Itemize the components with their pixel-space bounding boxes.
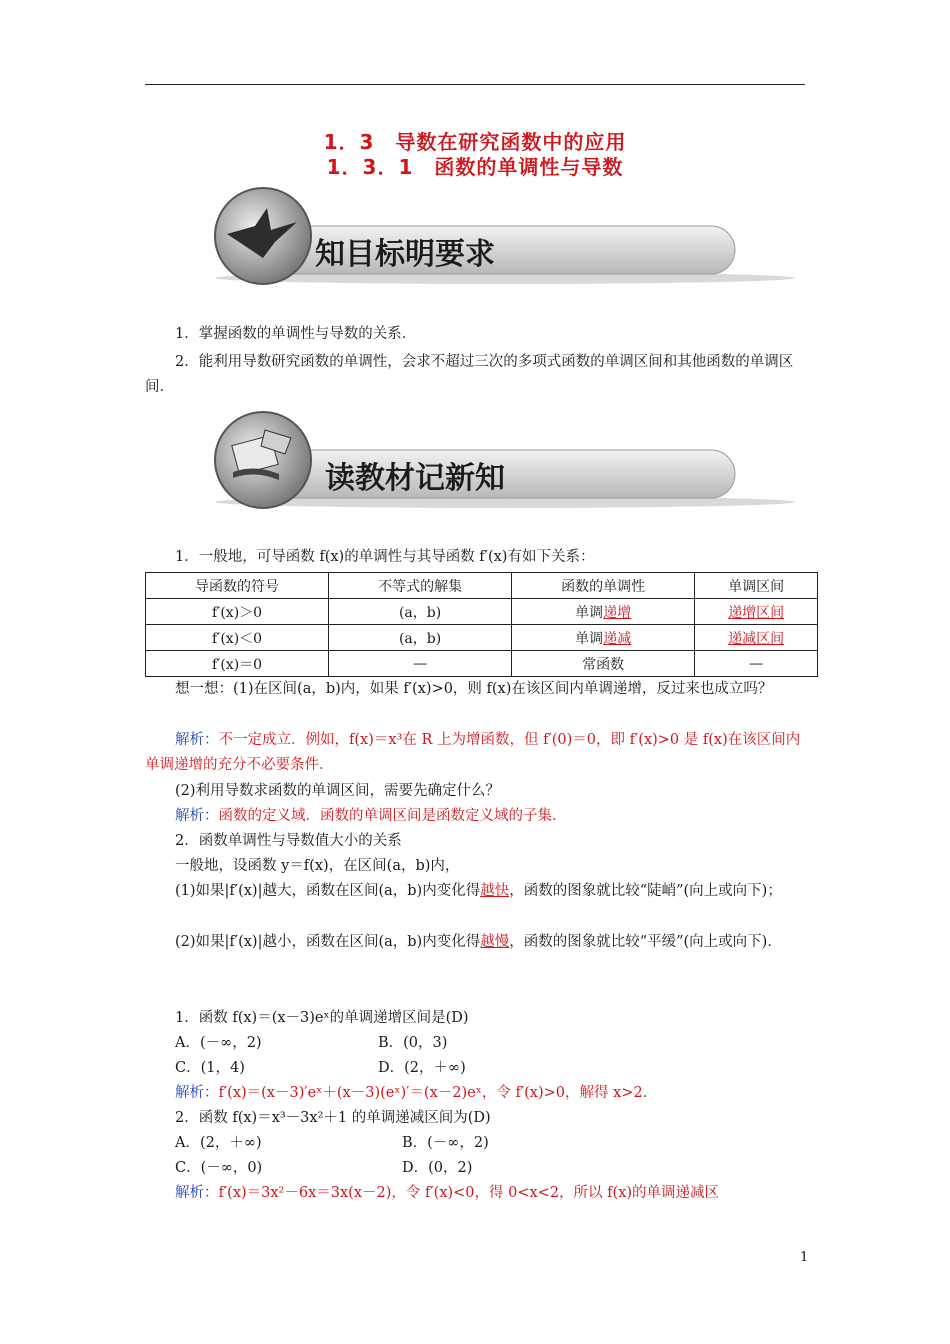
question-1-option: D．(2，＋∞) xyxy=(378,1060,466,1076)
think-question-2: (2)利用导数求函数的单调区间，需要先确定什么？ xyxy=(175,783,501,799)
blank-answer: 越快 xyxy=(480,883,510,899)
table-cell: — xyxy=(695,651,818,677)
banner-goals xyxy=(205,186,795,286)
blank-answer: 递减 xyxy=(603,630,632,647)
table-cell: — xyxy=(329,651,512,677)
table-cell: f′(x)＜0 xyxy=(146,625,329,651)
table-header: 单调区间 xyxy=(695,573,818,599)
table-header: 导函数的符号 xyxy=(146,573,329,599)
section-2-intro: 一般地，设函数 y＝f(x)，在区间(a，b)内， xyxy=(175,858,460,874)
table-header: 不等式的解集 xyxy=(329,573,512,599)
top-rule xyxy=(145,84,805,85)
blank-answer: 越慢 xyxy=(480,934,510,950)
table-cell: 单调递增 xyxy=(512,599,695,625)
banner-goals-graphic xyxy=(205,186,795,286)
question-2: 2．函数 f(x)＝x³－3x²＋1 的单调递减区间为(D) xyxy=(175,1110,491,1126)
goal-2: 2．能利用导数研究函数的单调性，会求不超过三次的多项式函数的单调区间和其他函数的单调区间． xyxy=(145,354,794,395)
table-cell: 常函数 xyxy=(512,651,695,677)
table-header-row xyxy=(146,573,818,599)
banner-textbook xyxy=(205,410,795,510)
derivative-table xyxy=(145,572,818,677)
table-cell xyxy=(695,599,818,625)
table-cell: 单调递减 xyxy=(512,625,695,651)
table-cell: (a，b) xyxy=(329,625,512,651)
banner-goals-text: 知目标明要求 xyxy=(315,237,495,272)
blank-answer: 递增 xyxy=(603,604,632,621)
table-row xyxy=(146,599,818,625)
banner-textbook-text: 读教材记新知 xyxy=(325,461,505,496)
question-1-option: C．(1，4) xyxy=(175,1060,245,1076)
relation-intro: 1．一般地，可导函数 f(x)的单调性与其导函数 f′(x)有如下关系： xyxy=(175,549,595,565)
table-cell xyxy=(695,625,818,651)
question-1-option: A．(－∞，2) xyxy=(175,1035,262,1051)
section-2-item-1: (1)如果|f′(x)|越大，函数在区间(a，b)内变化得越快，函数的图象就比较“陡峭”(向上或向下)； xyxy=(175,883,782,899)
question-2-option: D．(0，2) xyxy=(402,1160,473,1176)
blank-answer: 递减区间 xyxy=(728,630,785,647)
section-2-item-2: (2)如果|f′(x)|越小，函数在区间(a，b)内变化得越慢，函数的图象就比较“平缓”(向上或向下)． xyxy=(175,934,782,950)
section-title: 1．3 导数在研究函数中的应用 xyxy=(323,130,627,154)
answer-1: 解析：不一定成立．例如，f(x)＝x³在 R 上为增函数，但 f′(0)＝0，即 f′(x)>0 是 f(x)在该区间内单调递增的充分不必要条件． xyxy=(145,732,801,773)
question-1-option: B．(0，3) xyxy=(378,1035,448,1051)
page-number: 1 xyxy=(800,1250,809,1265)
banner-textbook-graphic xyxy=(205,410,795,510)
question-1: 1．函数 f(x)＝(x－3)eˣ的单调递增区间是(D) xyxy=(175,1010,469,1026)
answer-2: 解析：函数的定义域．函数的单调区间是函数定义域的子集． xyxy=(175,808,567,824)
table-cell: (a，b) xyxy=(329,599,512,625)
question-1-answer: 解析：f′(x)＝(x－3)′eˣ＋(x－3)(eˣ)′＝(x－2)eˣ，令 f′(x)>0，解得 x>2. xyxy=(175,1085,648,1101)
table-cell: f′(x)＝0 xyxy=(146,651,329,677)
table-header: 函数的单调性 xyxy=(512,573,695,599)
question-2-answer: 解析：f′(x)＝3x²－6x＝3x(x－2)，令 f′(x)<0，得 0<x<2，所以 f(x)的单调递减区 xyxy=(175,1185,720,1201)
blank-answer: 递增区间 xyxy=(728,604,785,621)
question-2-option: B．(－∞，2) xyxy=(402,1135,489,1151)
table-row xyxy=(146,625,818,651)
table-cell: f′(x)＞0 xyxy=(146,599,329,625)
goal-1: 1．掌握函数的单调性与导数的关系． xyxy=(175,326,417,342)
table-row xyxy=(146,651,818,677)
think-question-1: 想一想：(1)在区间(a，b)内，如果 f′(x)>0，则 f(x)在该区间内单调递增，反过来也成立吗？ xyxy=(175,681,773,697)
subsection-title: 1．3．1 函数的单调性与导数 xyxy=(326,155,624,179)
section-2-title: 2．函数单调性与导数值大小的关系 xyxy=(175,833,402,849)
question-2-option: A．(2，＋∞) xyxy=(175,1135,262,1151)
question-2-option: C．(－∞，0) xyxy=(175,1160,263,1176)
